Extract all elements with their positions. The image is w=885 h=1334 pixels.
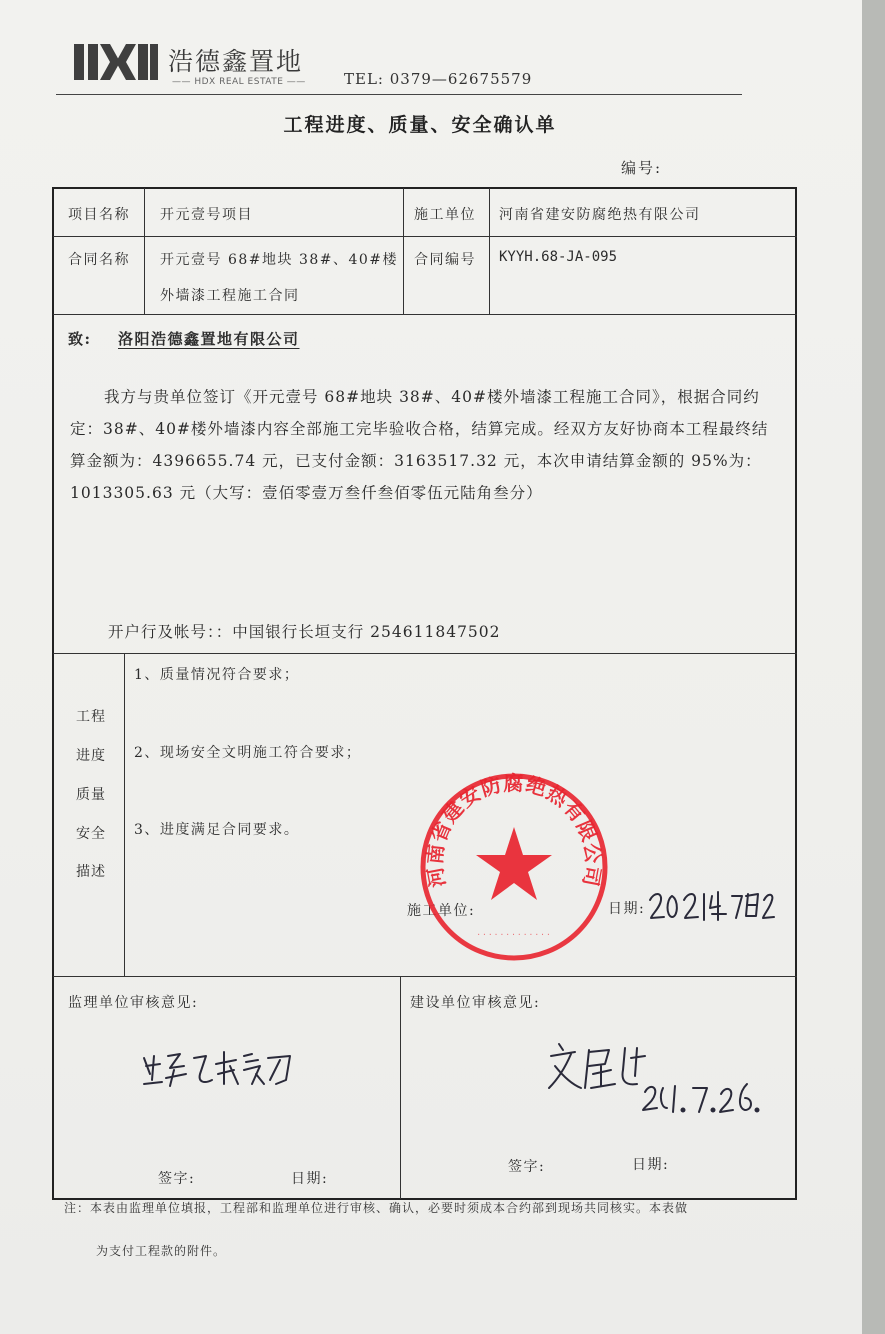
supervisor-review-label: 监理单位审核意见: — [68, 995, 199, 1011]
project-name-label: 项目名称 — [68, 207, 130, 223]
document-title: 工程进度、质量、安全确认单 — [283, 114, 557, 136]
row-divider — [53, 653, 797, 654]
col-divider — [400, 976, 401, 1199]
addressee-value: 洛阳浩德鑫置地有限公司 — [118, 330, 300, 348]
svg-text:·············: ············· — [476, 930, 552, 939]
owner-sign-label: 签字: — [508, 1159, 546, 1175]
handwritten-date — [648, 886, 778, 926]
contract-number-label: 合同编号 — [414, 252, 476, 268]
col-divider — [124, 653, 125, 976]
contract-number-value: KYYH.68-JA-095 — [499, 249, 618, 265]
company-logo — [74, 42, 158, 82]
col-divider — [403, 188, 404, 314]
page-edge — [862, 0, 885, 1334]
requirement-item: 1、质量情况符合要求； — [134, 667, 300, 683]
brand-subtitle: —— HDX REAL ESTATE —— — [172, 77, 306, 87]
owner-review-label: 建设单位审核意见: — [410, 995, 541, 1011]
contract-name-value: 开元壹号 68#地块 38#、40#楼 — [160, 252, 399, 268]
supervisor-date-label: 日期: — [291, 1171, 329, 1187]
svg-text:河南省建安防腐绝热有限公司: 河南省建安防腐绝热有限公司 — [422, 771, 606, 890]
row-divider — [53, 236, 797, 237]
side-label-3: 质量 — [76, 787, 106, 803]
telephone: TEL: 0379—62675579 — [344, 70, 533, 88]
company-seal-stamp — [414, 767, 614, 967]
contractor-value: 河南省建安防腐绝热有限公司 — [499, 207, 701, 223]
serial-number-label: 编号: — [621, 159, 663, 177]
contractor-sign-label: 施工单位: — [407, 903, 476, 919]
header-rule — [56, 94, 742, 95]
contractor-date-label: 日期: — [608, 901, 646, 917]
footnote-line-2: 为支付工程款的附件。 — [96, 1244, 227, 1258]
row-divider — [53, 976, 797, 977]
col-divider — [144, 188, 145, 314]
col-divider — [489, 188, 490, 314]
requirement-item: 3、进度满足合同要求。 — [134, 822, 300, 838]
owner-date-label: 日期: — [632, 1157, 670, 1173]
bank-account: 开户行及帐号：：中国银行长垣支行 254611847502 — [108, 623, 501, 641]
project-name-value: 开元壹号项目 — [160, 207, 253, 223]
supervisor-signature — [140, 1044, 300, 1094]
supervisor-sign-label: 签字: — [158, 1171, 196, 1187]
row-divider — [53, 314, 797, 315]
brand-name: 浩德鑫置地 — [168, 47, 304, 76]
owner-signature — [545, 1040, 775, 1120]
contract-name-value-line2: 外墙漆工程施工合同 — [160, 288, 300, 304]
side-label-4: 安全 — [76, 826, 106, 842]
contract-name-label: 合同名称 — [68, 252, 130, 268]
side-label-1: 工程 — [76, 709, 106, 725]
addressee-label: 致: — [68, 330, 92, 348]
footnote-line-1: 注：本表由监理单位填报，工程部和监理单位进行审核、确认，必要时须成本合约部到现场共同核实。本表做 — [64, 1201, 689, 1215]
letter-body: 我方与贵单位签订《开元壹号 68#地块 38#、40#楼外墙漆工程施工合同》，根据合同约定：38#、40#楼外墙漆内容全部施工完毕验收合格，结算完成。经双方友好协商本工程最终结算金额为：4396655.74 元，已支付金额：3163517.32 元，本次申请结算金额的 95%为：1013305.63 元（大写：壹佰零壹万叁仟叁佰零伍元陆角叁分） — [70, 388, 769, 502]
side-label-2: 进度 — [76, 748, 106, 764]
side-label-5: 描述 — [76, 864, 106, 880]
contractor-label: 施工单位 — [414, 207, 476, 223]
requirement-item: 2、现场安全文明施工符合要求； — [134, 745, 362, 761]
